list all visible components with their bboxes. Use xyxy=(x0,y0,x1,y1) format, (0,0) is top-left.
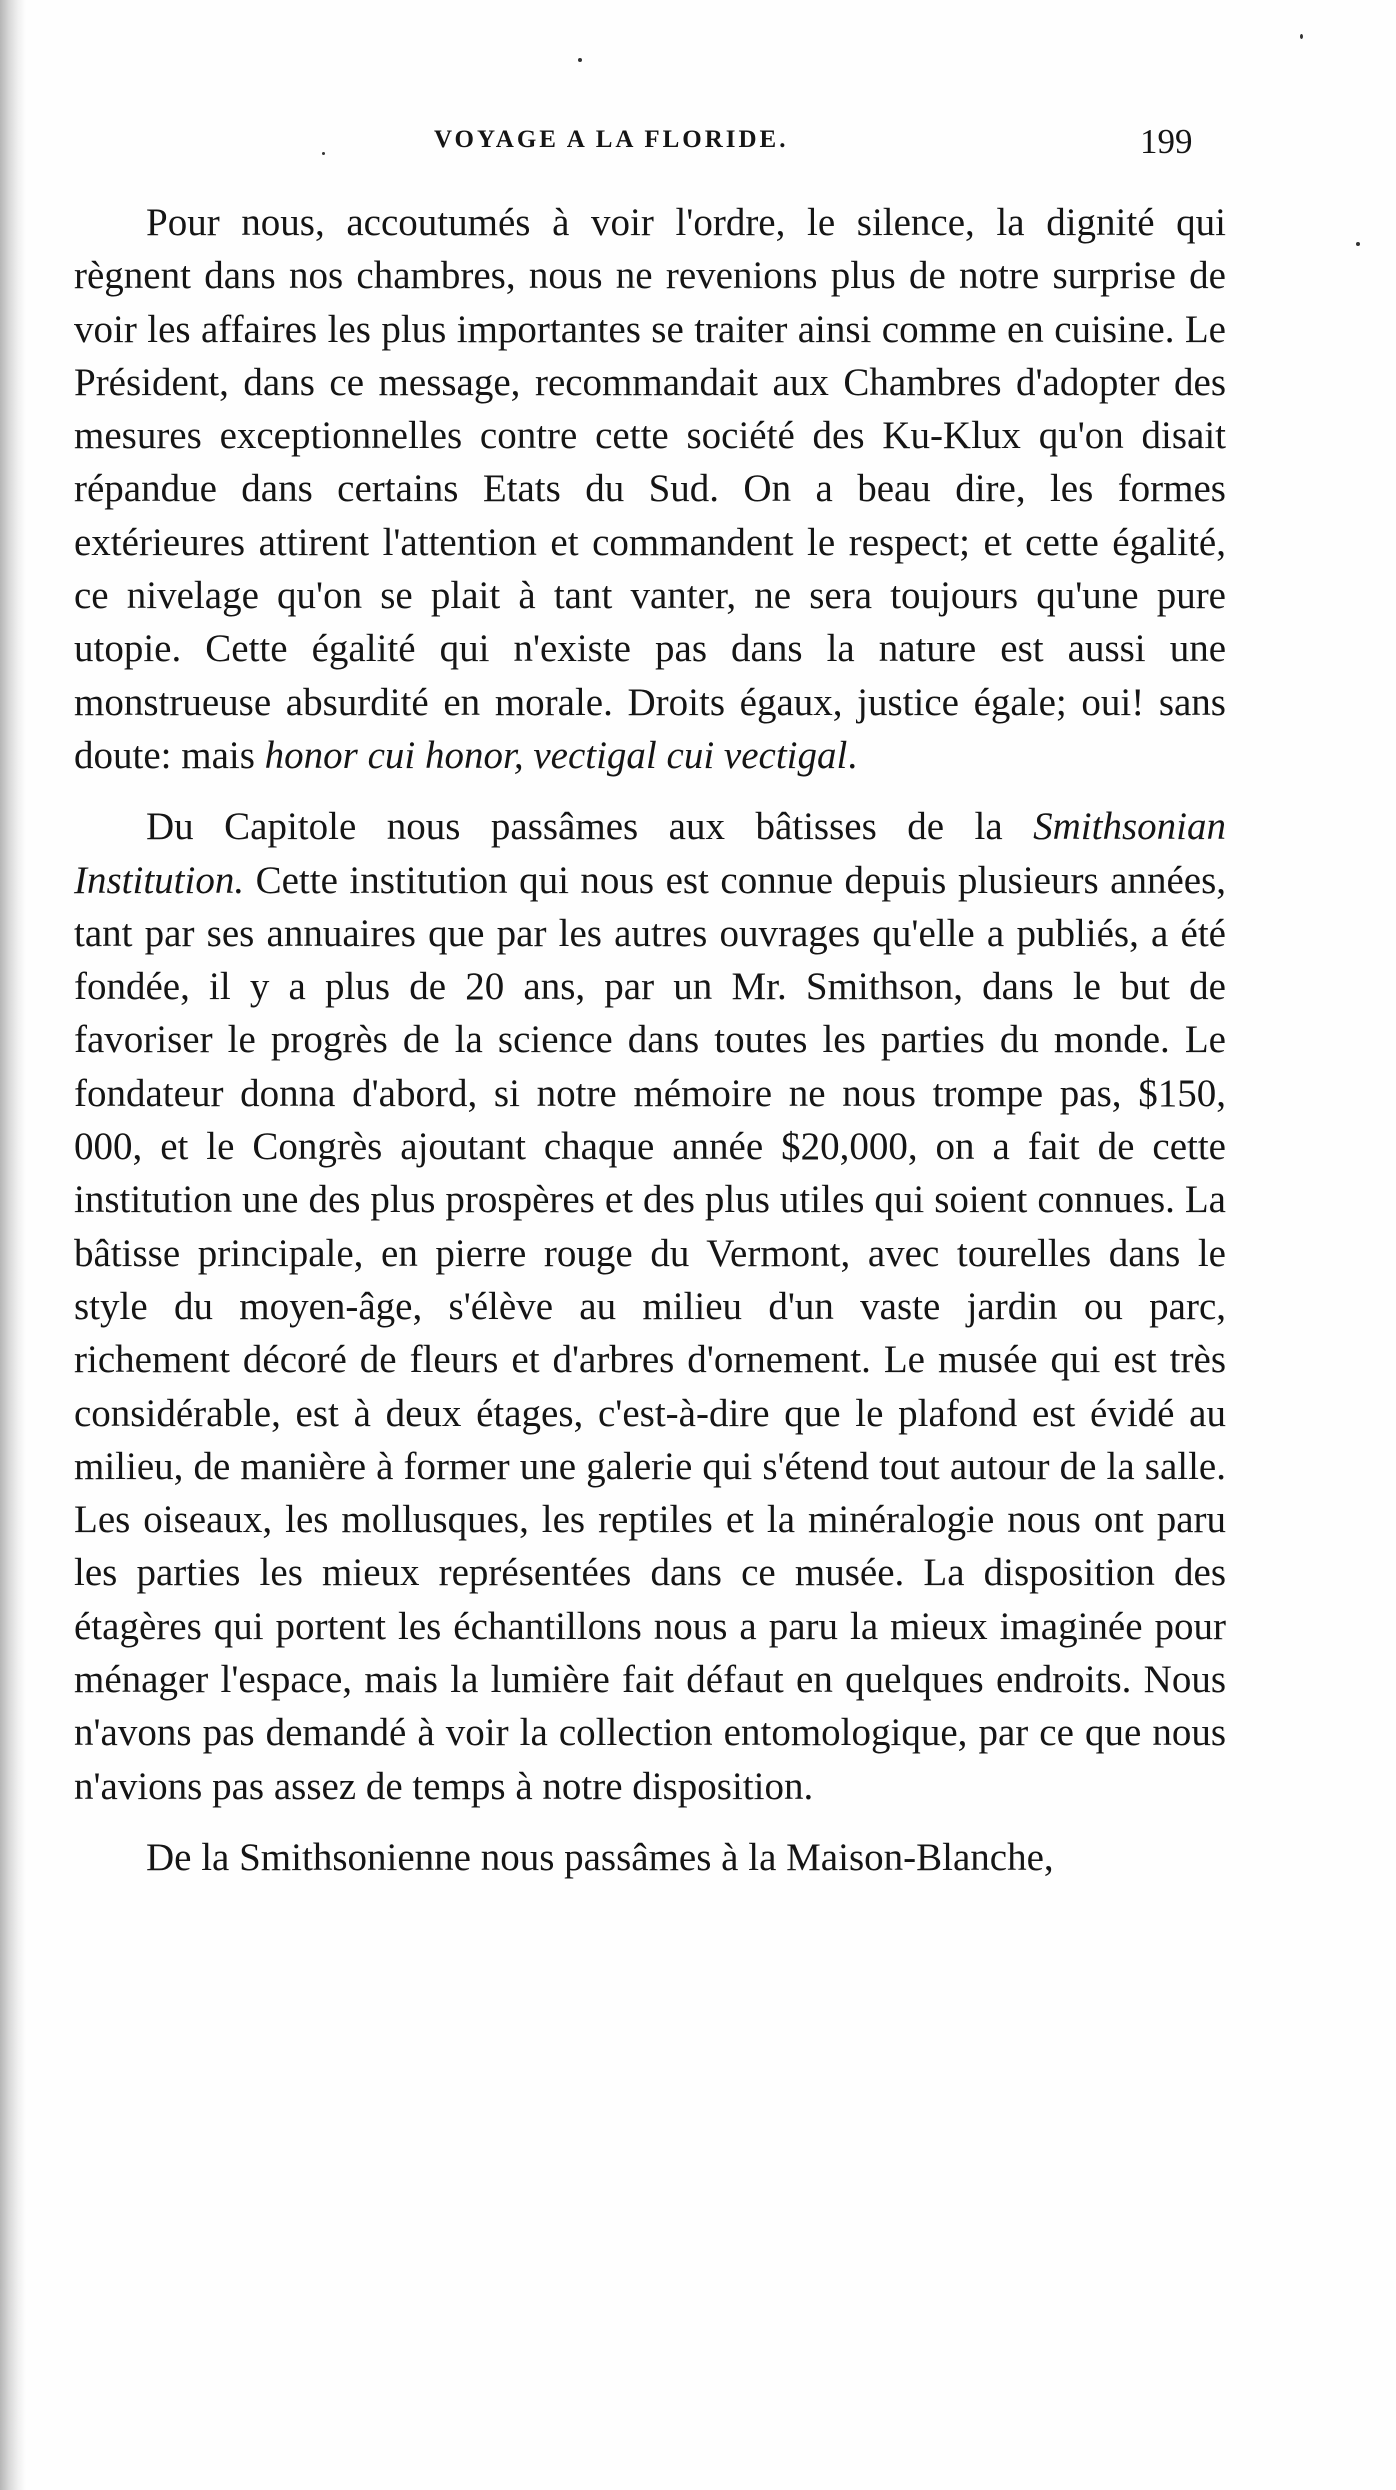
paragraph-text: Cette institution qui nous est connue depuis plusieurs années, tant par ses annuaires que par les autres ouvrages qu'elle a publiés, a été fondée, il y a plus de 20 ans, par un Mr. Smithson, dans le but de favoriser le progrès de la science dans toutes les parties du monde. Le fondateur donna d'abord, si notre mémoire ne nous trompe pas, $150, 000, et le Congrès ajoutant chaque année $20,000, on a fait de cette institution une des plus prospères et des plus utiles qui soient connues. La bâtisse principale, en pierre rouge du Vermont, avec tourelles dans le style du moyen-âge, s'élève au milieu d'un vaste jardin ou parc, richement décoré de fleurs et d'arbres d'ornement. Le musée qui est très considérable, est à deux étages, c'est-à-dire que le plafond est évidé au milieu, de manière à former une galerie qui s'étend tout autour de la salle. Les oiseaux, les mollusques, les reptiles et la minéralogie nous ont paru les parties les mieux représentées dans ce musée. La disposition des étagères qui portent les échantillons nous a paru la mieux imaginée pour ménager l'espace, mais la lumière fait défaut en quelques endroits. Nous n'avons pas demandé à voir la collection entomologique, par ce que nous n'avions pas assez de temps à notre disposition. xyxy=(74,858,1226,1808)
ink-speck xyxy=(578,58,582,62)
binding-edge-shadow xyxy=(0,0,26,2490)
paragraph-text: Pour nous, accoutumés à voir l'ordre, le silence, la dignité qui règnent dans nos chambres, nous ne revenions plus de notre surprise de voir les affaires les plus importantes se traiter ainsi comme en cuisine. Le Président, dans ce message, recommandait aux Chambres d'adopter des mesures exceptionnelles contre cette société des Ku-Klux qu'on disait répandue dans certains Etats du Sud. On a beau dire, les formes extérieures attirent l'attention et commandent le respect; et cette égalité, ce nivelage qu'on se plait à tant vanter, ne sera toujours qu'une pure utopie. Cette égalité qui n'existe pas dans la nature est aussi une monstrueuse absurdité en morale. Droits égaux, justice égale; oui! sans doute: mais xyxy=(74,201,1226,777)
italic-phrase: honor cui honor, vectigal cui vectigal xyxy=(264,733,848,777)
paragraph xyxy=(74,800,1226,1813)
body-text xyxy=(74,196,1226,1884)
paragraph xyxy=(74,196,1226,782)
paragraph xyxy=(74,1831,1226,1884)
italic-phrase: Smithsonian Institution. xyxy=(74,805,1226,902)
page-header xyxy=(0,122,1396,162)
ink-speck xyxy=(1300,34,1303,39)
paragraph-text: De la Smithsonienne nous passâmes à la Maison-Blanche, xyxy=(146,1835,1054,1879)
ink-speck xyxy=(1356,242,1360,246)
paragraph-text: . xyxy=(847,733,858,777)
page-number: 199 xyxy=(1140,122,1193,161)
paragraph-text: Du Capitole nous passâmes aux bâtisses de la xyxy=(146,805,1034,849)
running-head: VOYAGE A LA FLORIDE. xyxy=(434,126,789,153)
